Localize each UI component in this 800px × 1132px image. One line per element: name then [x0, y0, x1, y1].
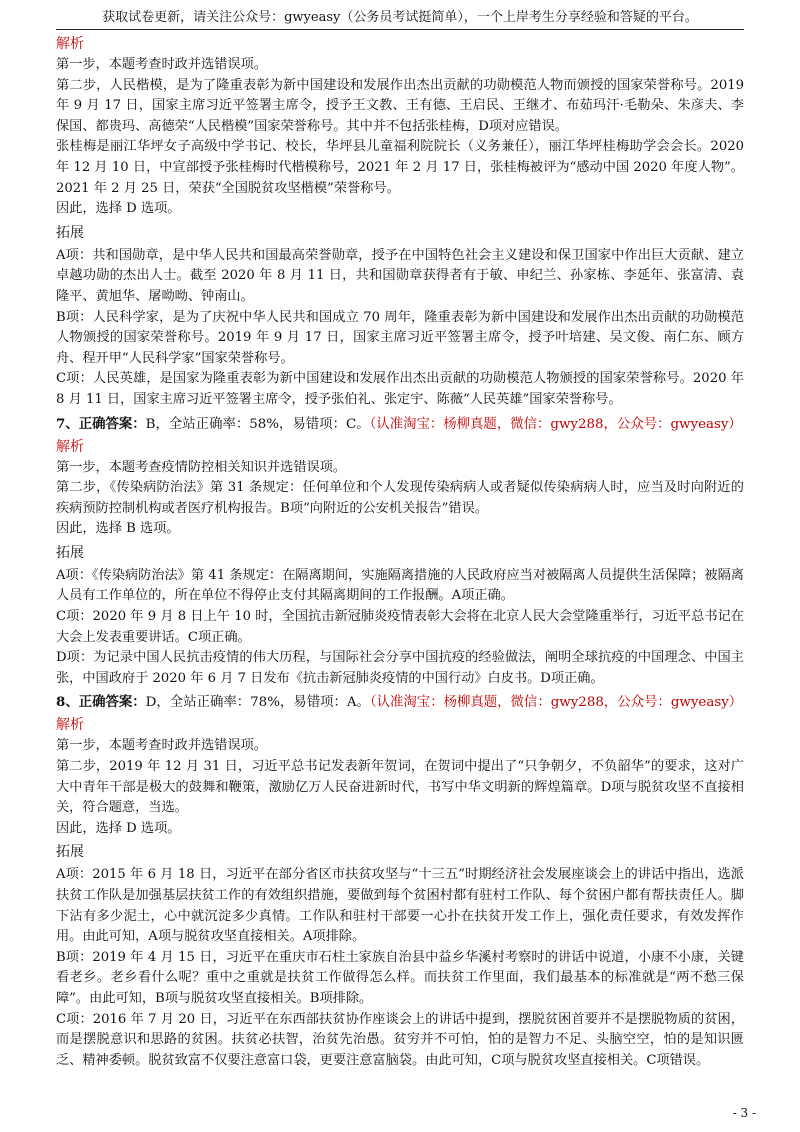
extension-paragraph: A项：共和国勋章，是中华人民共和国最高荣誉勋章，授予在中国特色社会主义建设和保卫国家中作出巨大贡献、建立卓越功勋的杰出人士。截至 2020 年 8 月 11 日，共和国勋章获得者有于敏、申纪兰、孙家栋、李延年、张富清、袁隆平、黄旭华、屠呦呦、钟南山。 — [56, 247, 744, 304]
page-header: 获取试卷更新，请关注公众号：gwyeasy（公务员考试挺简单），一个上岸考生分享经验和答疑的平台。 — [56, 0, 744, 30]
answer-value: D，全站正确率： — [145, 695, 251, 711]
answer-number: 7、正确答案： — [56, 415, 146, 432]
extension-paragraph: D项：为记录中国人民抗击疫情的伟大历程，与国际社会分享中国抗疫的经验做法，阐明全球抗疫的中国理念、中国主张，中国政府于 2020 年 6 月 7 日发布《抗击新冠肺炎疫情的中国行动》白皮书。D项正确。 — [56, 650, 744, 686]
promo-text: （认准淘宝：杨柳真题，微信：gwy288，公众号：gwyeasy） — [369, 695, 743, 711]
analysis-paragraph: 第一步，本题考查时政并选错误项。 — [56, 57, 267, 72]
extension-paragraph: B项：2019 年 4 月 15 日，习近平在重庆市石柱土家族自治县中益乡华溪村考察时的讲话中说道，小康不小康，关键看老乡。老乡看什么呢？重中之重就是扶贫工作做得怎么样。而扶贫工作里面，我们最基本的标准就是“两不愁三保障”。由此可知，B项与脱贫攻坚直接相关。B项排除。 — [56, 949, 744, 1006]
analysis-paragraph: 第一步，本题考查疫情防控相关知识并选错误项。 — [56, 459, 347, 475]
answer-line-q7 — [56, 413, 744, 436]
analysis-paragraph: 因此，选择 D 选项。 — [56, 201, 181, 217]
extension-paragraph: C项：人民英雄，是国家为隆重表彰为新中国建设和发展作出杰出贡献的功勋模范人物颁授的国家荣誉称号。2020 年 8 月 11 日，国家主席习近平签署主席令，授予张伯礼、张定宇、陈薇“人民英雄”国家荣誉称号。 — [56, 371, 744, 407]
answer-rate: 78%，易错项：A。 — [250, 695, 370, 711]
analysis-paragraph: 第二步，《传染病防治法》第 31 条规定：任何单位和个人发现传染病病人或者疑似传染病病人时，应当及时向附近的疾病预防控制机构或者医疗机构报告。B项“向附近的公安机关报告”错误。 — [56, 480, 744, 516]
answer-number: 8、正确答案： — [56, 694, 146, 711]
extension-label: 拓展 — [56, 224, 84, 241]
analysis-paragraph: 第二步，2019 年 12 月 31 日，习近平总书记发表新年贺词，在贺词中提出了“只争朝夕，不负韶华”的要求，这对广大中青年干部是极大的鼓舞和鞭策，激励亿万人民奋进新时代，书写中华文明新的辉煌篇章。D项与脱贫攻坚不直接相关，符合题意，当选。 — [56, 759, 744, 816]
answer-line-q8 — [56, 691, 744, 714]
analysis-paragraph: 因此，选择 D 选项。 — [56, 820, 181, 836]
extension-label: 拓展 — [56, 844, 84, 861]
promo-text: （认准淘宝：杨柳真题，微信：gwy288，公众号：gwyeasy） — [369, 416, 742, 432]
analysis-paragraph: 第二步，人民楷模，是为了隆重表彰为新中国建设和发展作出杰出贡献的功勋模范人物而颁授的国家荣誉称号。2019 年 9 月 17 日，国家主席习近平签署主席令，授予王文教、王有德、王启民、王继才、布茹玛汗·毛勒朵、朱彦夫、李保国、都贵玛、高德荣“人民楷模”国家荣誉称号。其中并不包括张桂梅，D项对应错误。 — [56, 77, 744, 134]
analysis-paragraph: 因此，选择 B 选项。 — [56, 521, 180, 537]
extension-paragraph: C项：2016 年 7 月 20 日，习近平在东西部扶贫协作座谈会上的讲话中提到，摆脱贫困首要并不是摆脱物质的贫困，而是摆脱意识和思路的贫困。扶贫必扶智，治贫先治愚。贫穷并不可怕，怕的是智力不足、头脑空空，怕的是知识匮乏、精神委顿。脱贫致富不仅要注意富口袋，更要注意富脑袋。由此可知，C项与脱贫攻坚直接相关。C项错误。 — [56, 1011, 744, 1068]
answer-rate: 58%，易错项：C。 — [249, 416, 370, 432]
page-number: - 3 - — [732, 1106, 756, 1120]
extension-paragraph: B项：人民科学家，是为了庆祝中华人民共和国成立 70 周年，隆重表彰为新中国建设和发展作出杰出贡献的功勋模范人物颁授的国家荣誉称号。2019 年 9 月 17 日，国家主席习近平签署主席令，授予叶培建、吴文俊、南仁东、顾方舟、程开甲“人民科学家”国家荣誉称号。 — [56, 309, 744, 366]
extension-paragraph: A项：2015 年 6 月 18 日，习近平在部分省区市扶贫攻坚与“十三五”时期经济社会发展座谈会上的讲话中指出，选派扶贫工作队是加强基层扶贫工作的有效组织措施，要做到每个贫困村都有驻村工作队、每个贫困户都有帮扶责任人。脚下沾有多少泥土，心中就沉淀多少真情。工作队和驻村干部要一心扑在扶贫开发工作上，强化责任要求，有效发挥作用。由此可知，A项与脱贫攻坚直接相关。A项排除。 — [56, 867, 744, 945]
analysis-paragraph: 第一步，本题考查时政并选错误项。 — [56, 738, 267, 754]
extension-label: 拓展 — [56, 544, 84, 561]
extension-paragraph: C项：2020 年 9 月 8 日上午 10 时，全国抗击新冠肺炎疫情表彰大会将在北京人民大会堂隆重举行，习近平总书记在大会上发表重要讲话。C项正确。 — [56, 609, 744, 645]
analysis-label: 解析 — [56, 36, 84, 52]
extension-paragraph: A项：《传染病防治法》第 41 条规定：在隔离期间，实施隔离措施的人民政府应当对被隔离人员提供生活保障；被隔离人员有工作单位的，所在单位不得停止支付其隔离期间的工作报酬。A项正确。 — [56, 567, 744, 604]
answer-value: B，全站正确率： — [145, 416, 250, 432]
analysis-paragraph: 张桂梅是丽江华坪女子高级中学书记、校长，华坪县儿童福利院院长（义务兼任），丽江华坪桂梅助学会会长。2020 年 12 月 10 日，中宣部授予张桂梅时代楷模称号，2021 年 2 月 17 日，张桂梅被评为“感动中国 2020 年度人物”。2021 年 2 月 25 日，荣获“全国脱贫攻坚楷模”荣誉称号。 — [56, 139, 744, 196]
analysis-label: 解析 — [56, 717, 84, 734]
analysis-label: 解析 — [56, 438, 84, 455]
